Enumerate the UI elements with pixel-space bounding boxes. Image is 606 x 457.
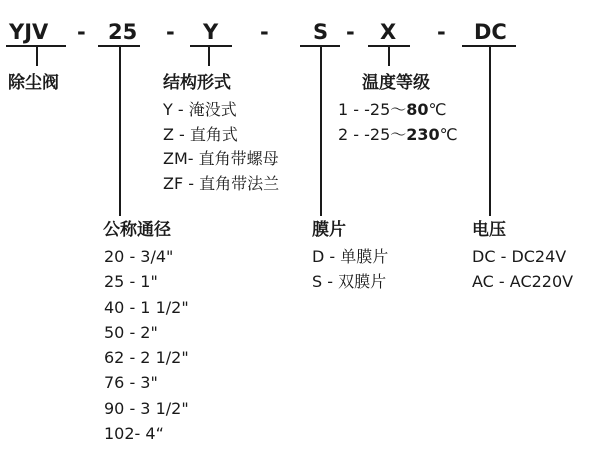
voltage-options [472,244,573,295]
group-title-temperature: 温度等级 [362,73,430,93]
membrane-option: S - 双膜片 [312,272,387,292]
group-title-membrane: 膜片 [312,220,346,240]
code-voltage: DC [474,20,507,44]
structure-option: ZF - 直角带法兰 [163,173,280,193]
leader-temperature [388,46,390,66]
code-series: YJV [9,20,49,44]
structure-option: Z - 直角式 [163,124,238,144]
temperature-option [338,123,458,148]
diameter-option: 102- 4“ [104,424,164,444]
diameter-option: 62 - 2 1/2" [104,348,189,368]
voltage-option: AC - AC220V [472,272,574,292]
voltage-option: DC - DC24V [472,247,567,266]
group-title-diameter: 公称通径 [103,220,171,240]
code-structure: Y [203,20,219,44]
leader-membrane [320,46,322,216]
leader-voltage [489,46,491,216]
leader-diameter [119,46,121,216]
code-diameter: 25 [108,20,138,44]
separator-2: - [166,20,175,44]
temperature-option [338,98,458,123]
group-title-name: 除尘阀 [8,73,59,93]
structure-options [163,98,279,196]
leader-series [36,46,38,66]
separator-5: - [437,20,446,44]
group-title-voltage: 电压 [472,220,506,240]
diameter-option: 20 - 3/4" [104,247,174,266]
temperature-max: 230 [406,124,440,144]
membrane-options [312,244,388,295]
temperature-max: 80 [406,100,429,119]
diameter-option: 50 - 2" [104,322,158,342]
underline-structure [190,45,232,47]
leader-structure [208,46,210,66]
diameter-option: 90 - 3 1/2" [104,398,189,418]
membrane-option: D - 单膜片 [312,247,389,266]
structure-option: Y - 淹没式 [163,100,237,119]
temperature-prefix: 2 - -25～ [338,124,407,144]
temperature-prefix: 1 - -25～ [338,100,407,119]
separator-3: - [260,20,269,44]
diameter-option: 25 - 1" [104,272,158,292]
structure-option: ZM- 直角带螺母 [163,149,279,168]
code-temperature: X [380,20,397,44]
separator-4: - [346,20,355,44]
temperature-options [338,98,458,147]
diameter-options [104,244,189,446]
separator-1: - [77,20,86,44]
temperature-unit: ℃ [439,124,458,144]
diameter-option: 76 - 3" [104,373,158,393]
temperature-unit: ℃ [428,100,447,119]
group-title-structure: 结构形式 [163,73,231,93]
code-membrane: S [313,20,329,44]
diameter-option: 40 - 1 1/2" [104,297,189,317]
